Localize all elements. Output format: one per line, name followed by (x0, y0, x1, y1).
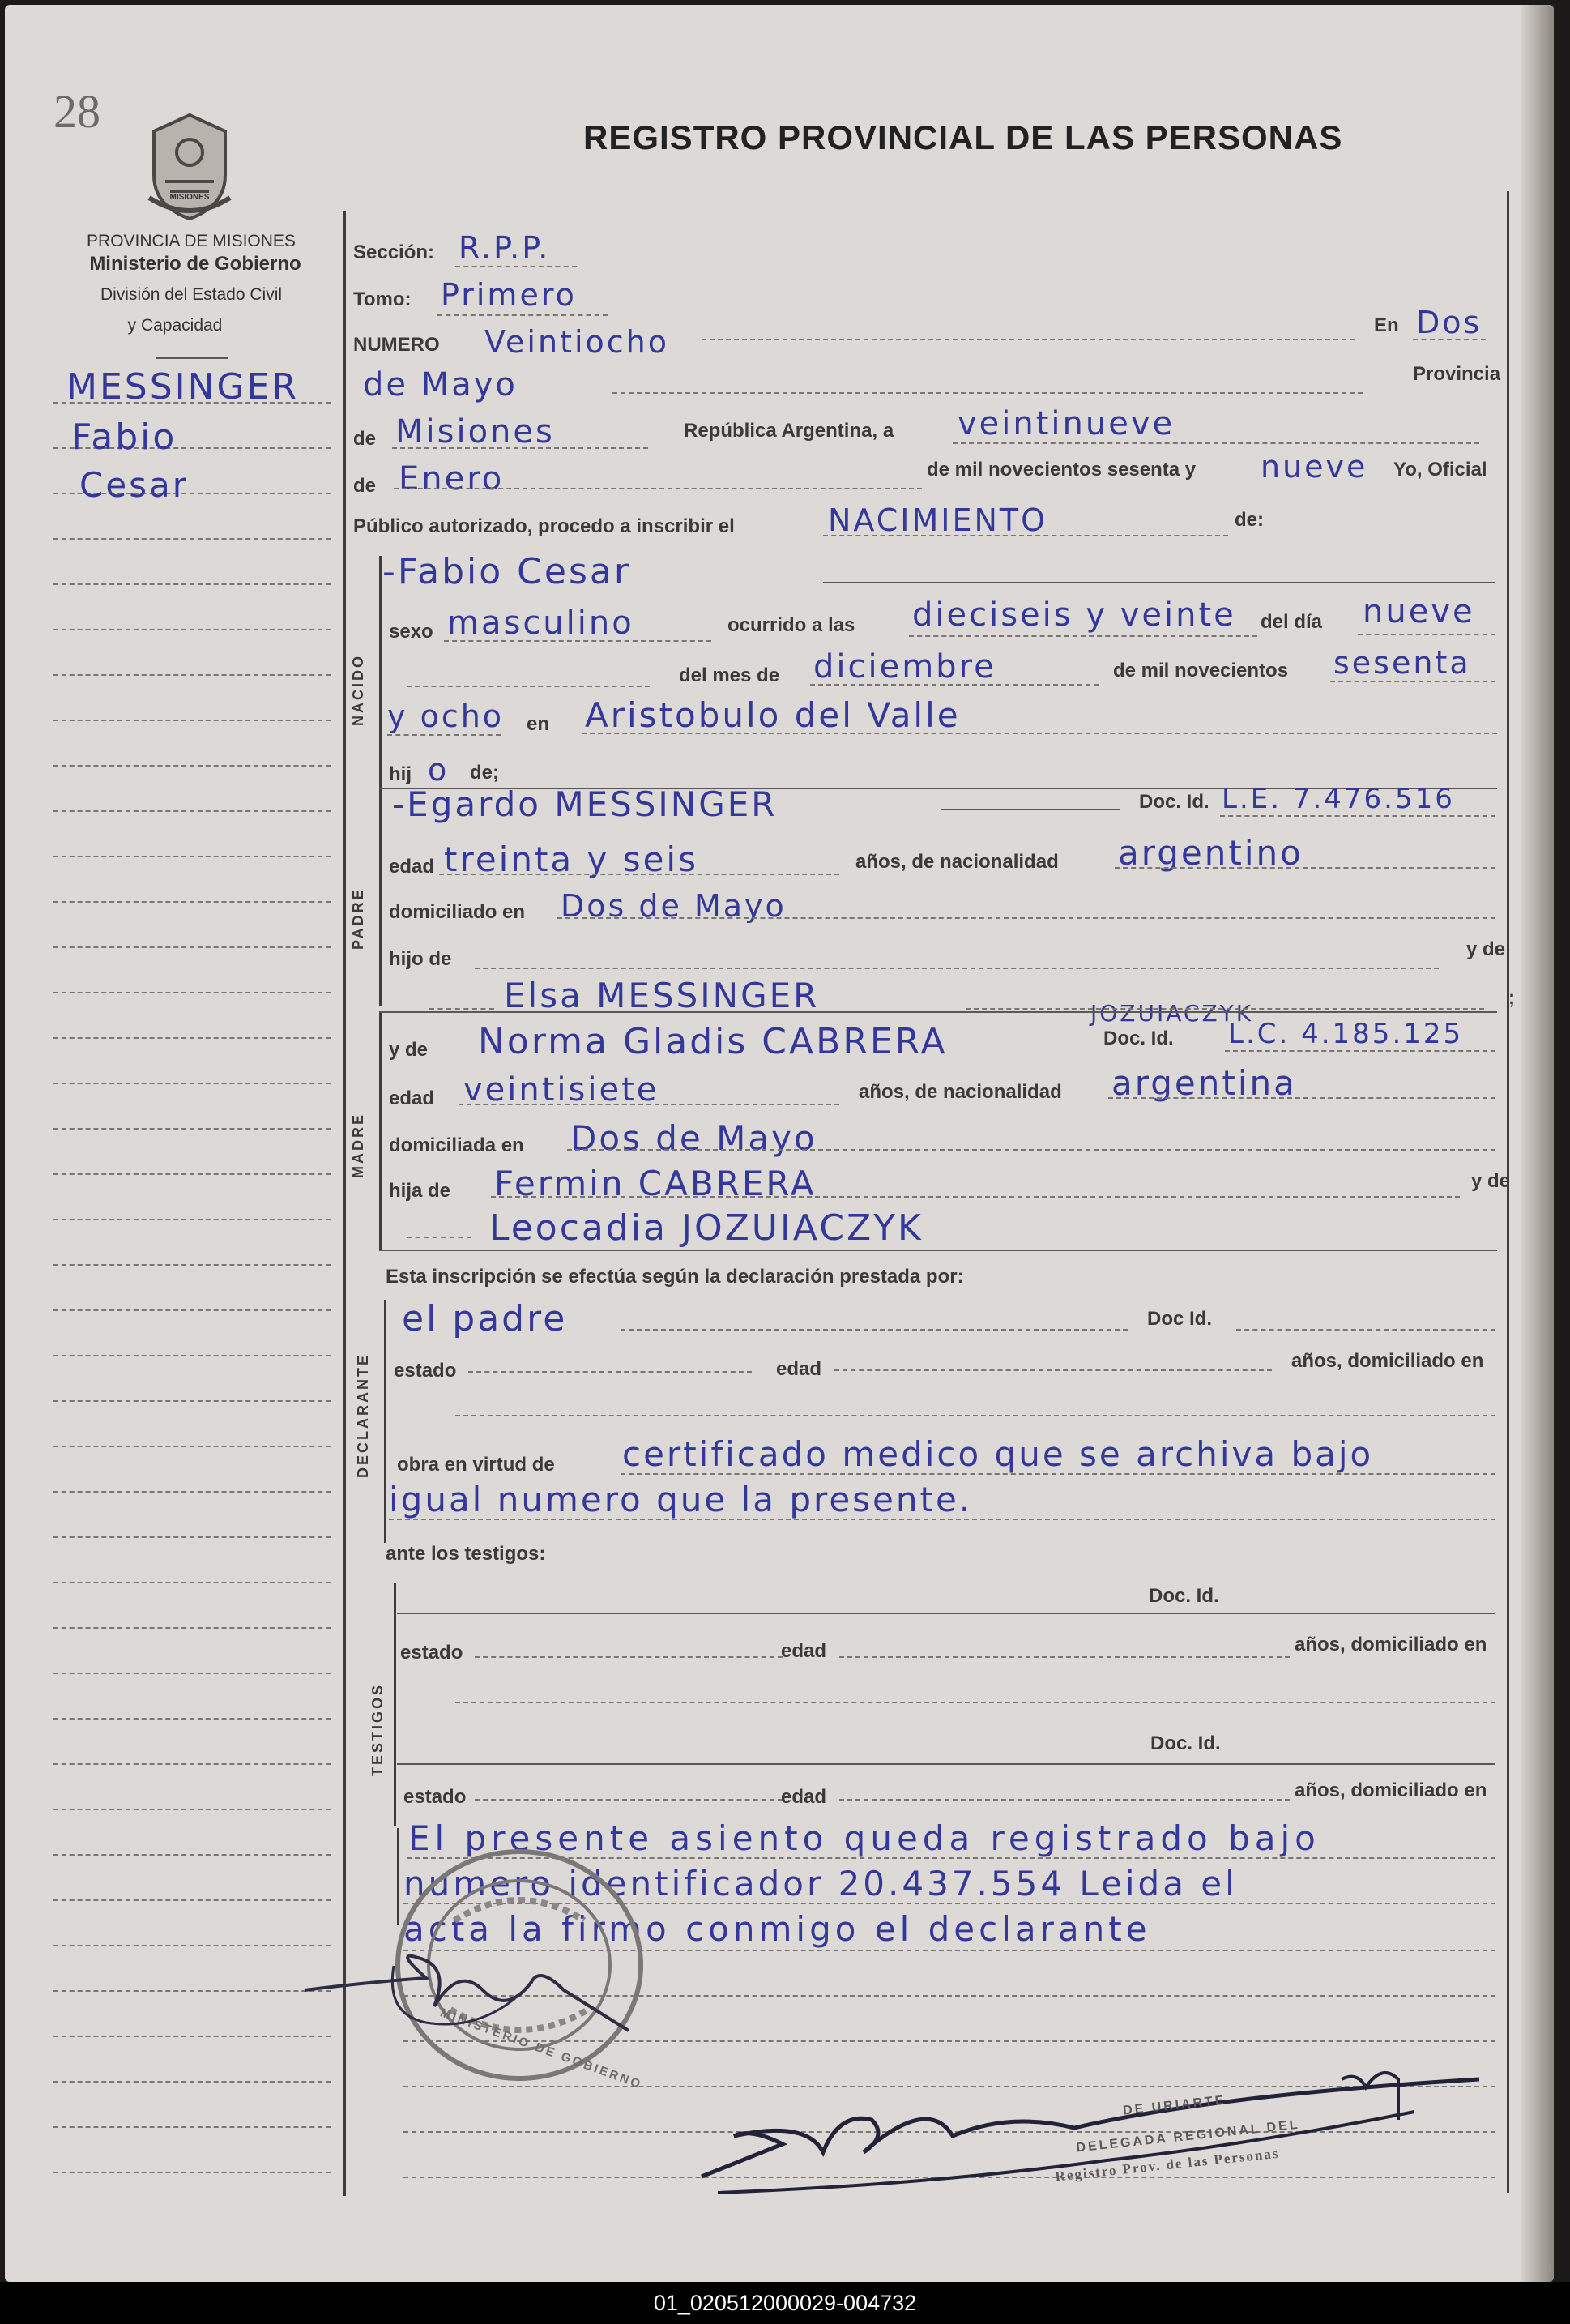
lugar-line (612, 392, 1363, 394)
padre-section-label: PADRE (350, 887, 366, 950)
hijo-letter-value: o (428, 752, 450, 788)
margin-rule (53, 1990, 331, 1992)
header-line-2: Ministerio de Gobierno (89, 253, 301, 275)
madre-dom-label: domiciliada en (389, 1134, 524, 1156)
margin-rule (53, 1309, 331, 1311)
margin-rule (53, 2126, 331, 2128)
obra-line-2 (389, 1519, 1495, 1520)
abuelo-materno-line (491, 1196, 1460, 1198)
margin-rule (53, 810, 331, 812)
margin-rule (53, 1627, 331, 1629)
seal-text: MISIONES (169, 193, 210, 202)
round-stamp-text: MINISTERIO DE GOBIERNO (438, 2006, 645, 2092)
testigo2-edad-label: edad (781, 1786, 827, 1808)
margin-rule (53, 583, 331, 585)
padre-hijo-line (475, 968, 1439, 969)
padre-dom-label: domiciliado en (389, 901, 526, 923)
anio-value: nueve (1261, 449, 1368, 485)
margin-rule (53, 1128, 331, 1130)
padre-dom-value: Dos de Mayo (561, 888, 787, 924)
madre-frame-line (379, 1011, 382, 1250)
stamp-line-3: Registro Prov. de las Personas (1054, 2145, 1281, 2185)
margin-rule (53, 1037, 331, 1039)
margin-rule (53, 1854, 331, 1856)
mes-nac-pre-line (407, 686, 650, 687)
obra-value-1: certificado medico que se archiva bajo (622, 1434, 1374, 1474)
yo-oficial-label: Yo, Oficial (1393, 459, 1487, 481)
en-lower-label: en (527, 713, 550, 735)
dia-nac-line (1358, 634, 1495, 635)
padre-frame-line (379, 788, 382, 1006)
testigo2-line (397, 1763, 1495, 1765)
declarante-signature-icon (297, 1933, 637, 2055)
provincia-line (392, 447, 648, 449)
declarante-doc-label: Doc Id. (1147, 1308, 1213, 1330)
padre-y-de-label: y de (1466, 938, 1506, 960)
ocurrido-label: ocurrido a las (727, 614, 855, 636)
nota-line-2: numero identificador 20.437.554 Leida el (403, 1864, 1238, 1903)
register-page (5, 5, 1554, 2282)
tomo-value: Primero (441, 277, 577, 313)
declarante-anos-dom-label: años, domiciliado en (1291, 1350, 1484, 1372)
madre-doc-value: L.C. 4.185.125 (1228, 1018, 1464, 1050)
lugar-value: de Mayo (363, 366, 518, 404)
padre-edad-value: treinta y seis (444, 839, 698, 879)
madre-edad-label: edad (389, 1087, 435, 1109)
testigo1-estado-line (475, 1656, 783, 1658)
madre-nac-value: argentina (1111, 1063, 1297, 1103)
declarante-edad-label: edad (776, 1358, 822, 1380)
margin-rule (53, 1083, 331, 1084)
stamp-line-1: DE URIARTE (1122, 2093, 1227, 2118)
madre-nac-label: años, de nacionalidad (859, 1081, 1062, 1103)
madre-hija-label: hija de (389, 1180, 451, 1202)
image-caption: 01_020512000029-004732 (0, 2282, 1570, 2324)
del-mes-label: del mes de (679, 664, 780, 686)
republica-label: República Argentina, a (684, 420, 894, 442)
margin-rule (53, 1446, 331, 1447)
abuela-paterna-value: Elsa MESSINGER (504, 976, 820, 1015)
margin-note-second-name: Cesar (79, 465, 190, 505)
testigo1-dom-line (455, 1702, 1495, 1703)
acto-value: NACIMIENTO (828, 502, 1048, 538)
declarante-edad-line (834, 1369, 1272, 1371)
declarante-value: el padre (402, 1298, 568, 1339)
margin-rule (53, 1718, 331, 1720)
padre-hijo-label: hijo de (389, 948, 452, 970)
madre-nac-line (1108, 1097, 1495, 1099)
sexo-line (444, 640, 711, 642)
tomo-label: Tomo: (353, 288, 412, 310)
padre-doc-label: Doc. Id. (1139, 791, 1209, 813)
margin-rule (53, 1355, 331, 1356)
left-frame-line (343, 211, 346, 2196)
testigo2-anos-dom-label: años, domiciliado en (1295, 1779, 1487, 1801)
obra-value-2: igual numero que la presente. (389, 1480, 973, 1519)
testigo1-line (397, 1613, 1495, 1614)
margin-rule (53, 1491, 331, 1493)
testigo2-edad-line (839, 1799, 1290, 1801)
page-edge (1521, 5, 1554, 2282)
testigos-frame-line (394, 1583, 396, 1826)
nota-line-1: El presente asiento queda registrado bajo (408, 1818, 1320, 1858)
margin-note-surname: MESSINGER (66, 366, 299, 408)
madre-y-de-label-2: y de (1471, 1170, 1511, 1192)
testigo2-doc-label: Doc. Id. (1150, 1732, 1221, 1754)
declarante-dom-line (455, 1415, 1495, 1416)
abuela-materna-value: Leocadia JOZUIACZYK (489, 1207, 924, 1249)
margin-rule (53, 1673, 331, 1674)
nota-line-3: acta la firmo conmigo el declarante (403, 1909, 1151, 1949)
padre-doc-line (1220, 815, 1495, 817)
anio-nac-value: sesenta (1333, 645, 1471, 681)
mes-value: Enero (399, 460, 505, 498)
testigo1-anos-dom-label: años, domiciliado en (1295, 1634, 1487, 1655)
margin-rule (53, 720, 331, 721)
declarante-frame-line (384, 1300, 386, 1543)
seccion-label: Sección: (353, 241, 435, 263)
de-label-2: de (353, 475, 377, 497)
hijo-label: hij (389, 763, 412, 785)
margin-rule (53, 1582, 331, 1583)
nacido-frame-line (379, 556, 382, 799)
de-colon-label: de: (1235, 509, 1264, 531)
madre-edad-value: veintisiete (463, 1071, 659, 1109)
declarante-estado-line (468, 1371, 752, 1373)
numero-value: Veintiocho (484, 324, 669, 360)
abuela-materna-pre-line (407, 1237, 471, 1238)
acto-line (823, 535, 1228, 536)
de-mil-nov-label: de mil novecientos (1113, 660, 1289, 681)
testigos-section-label: TESTIGOS (369, 1682, 386, 1776)
testigo1-doc-label: Doc. Id. (1149, 1585, 1219, 1607)
margin-rule (53, 2081, 331, 2083)
margin-rule (53, 1400, 331, 1402)
abuelo-materno-value: Fermin CABRERA (494, 1164, 817, 1203)
margin-rule (53, 629, 331, 630)
publico-label: Público autorizado, procedo a inscribir el (353, 515, 735, 537)
madre-y-de-label: y de (389, 1039, 429, 1061)
anio-nac-line (1330, 681, 1495, 682)
en-line (1413, 339, 1486, 340)
testigo1-estado-label: estado (400, 1642, 463, 1664)
abuela-paterna-line (966, 1008, 1484, 1010)
numero-line (702, 339, 1355, 340)
margin-note-first-name: Fabio (71, 417, 177, 458)
numero-label: NUMERO (353, 334, 440, 356)
dia-nac-value: nueve (1363, 593, 1475, 630)
sexo-value: masculino (447, 604, 634, 642)
mes-line (394, 488, 922, 489)
testigo2-estado-line (475, 1799, 783, 1801)
testigo1-edad-label: edad (781, 1640, 827, 1662)
provincia-label: Provincia (1413, 363, 1501, 385)
page-title: REGISTRO PROVINCIAL DE LAS PERSONAS (583, 118, 1343, 156)
ante-testigos-label: ante los testigos: (386, 1543, 546, 1565)
margin-rule (53, 2172, 331, 2173)
margin-rule (53, 2036, 331, 2037)
padre-semicolon: ; (1508, 987, 1515, 1009)
page-number: 28 (53, 85, 100, 138)
inscripcion-label: Esta inscripción se efectúa según la declaración prestada por: (386, 1266, 964, 1288)
declarante-estado-label: estado (394, 1360, 457, 1382)
lugar-nac-value: Aristobulo del Valle (585, 695, 961, 735)
padre-nac-line (1115, 867, 1495, 869)
anio-nac-value-2: y ocho (387, 698, 505, 734)
lugar-nac-line (582, 733, 1497, 734)
margin-rule (53, 1763, 331, 1765)
header-line-1: PROVINCIA DE MISIONES (87, 232, 296, 250)
seccion-value: R.P.P. (459, 230, 551, 266)
hora-line (909, 635, 1257, 637)
margin-rule (53, 1899, 331, 1901)
margin-rule (53, 765, 331, 767)
del-dia-label: del día (1261, 611, 1323, 633)
margin-rule (53, 1809, 331, 1810)
obra-line-1 (621, 1473, 1495, 1475)
dia-line (953, 442, 1479, 444)
declarante-doc-line (1236, 1329, 1495, 1331)
tomo-line (437, 314, 608, 316)
padre-edad-line (439, 874, 839, 875)
dia-value: veintinueve (958, 405, 1175, 442)
madre-doc-label: Doc. Id. (1103, 1027, 1174, 1049)
madre-doc-line (1225, 1050, 1495, 1052)
hijo-de-label: de; (470, 762, 499, 784)
margin-rule (53, 946, 331, 948)
obra-label: obra en virtud de (397, 1454, 555, 1476)
padre-nac-label: años, de nacionalidad (855, 851, 1059, 873)
margin-rule (53, 1264, 331, 1266)
de-mil-label: de mil novecientos sesenta y (927, 459, 1197, 481)
nombre-value: -Fabio Cesar (382, 551, 631, 592)
madre-edad-line (459, 1104, 839, 1105)
mes-nac-value: diciembre (813, 648, 996, 686)
padre-dom-line (557, 917, 1495, 919)
sexo-label: sexo (389, 621, 433, 643)
header-line-4: y Capacidad (127, 316, 223, 335)
padre-nombre-value: -Egardo MESSINGER (392, 784, 778, 824)
en-value: Dos (1416, 305, 1483, 340)
mes-nac-line (810, 684, 1099, 686)
abuela-paterna-value-2: JOZUIACZYK (1090, 1000, 1254, 1027)
anio-nac-line-2 (387, 734, 501, 736)
testigo1-edad-line (839, 1656, 1290, 1658)
hora-value: dieciseis y veinte (912, 596, 1236, 634)
declarante-line (621, 1329, 1128, 1331)
en-label: En (1374, 314, 1399, 336)
header-line-3: División del Estado Civil (100, 285, 283, 304)
padre-nac-value: argentino (1118, 833, 1303, 873)
declarante-section-label: DECLARANTE (355, 1353, 371, 1478)
stamp-line-2: DELEGADA REGIONAL DEL (1075, 2117, 1301, 2155)
madre-top-line (379, 1011, 1497, 1013)
nacido-section-label: NACIDO (350, 654, 366, 726)
nombre-line (823, 582, 1495, 583)
margin-rule (53, 901, 331, 903)
margin-rule (53, 674, 331, 676)
oficial-signature-icon (685, 2063, 1512, 2209)
margin-rule (53, 1536, 331, 1538)
madre-section-label: MADRE (350, 1113, 366, 1178)
padre-doc-value: L.E. 7.476.516 (1222, 783, 1455, 815)
madre-bottom-line (379, 1250, 1497, 1251)
testigo2-estado-label: estado (403, 1786, 467, 1808)
coat-of-arms-icon (141, 110, 238, 224)
margin-rule (53, 1945, 331, 1946)
margin-rule (53, 992, 331, 993)
madre-dom-value: Dos de Mayo (570, 1118, 817, 1158)
margin-rule (53, 538, 331, 540)
padre-nombre-line (941, 809, 1120, 810)
seccion-line (455, 266, 577, 267)
de-label-1: de (353, 428, 377, 450)
header-divider (156, 357, 228, 359)
padre-edad-label: edad (389, 856, 435, 878)
margin-rule (53, 1173, 331, 1175)
provincia-value: Misiones (395, 413, 555, 451)
madre-nombre-value: Norma Gladis CABRERA (478, 1021, 948, 1062)
margin-rule (53, 1219, 331, 1220)
madre-dom-line (567, 1149, 1495, 1151)
abuela-pre-line (429, 1008, 494, 1010)
margin-rule (53, 856, 331, 857)
